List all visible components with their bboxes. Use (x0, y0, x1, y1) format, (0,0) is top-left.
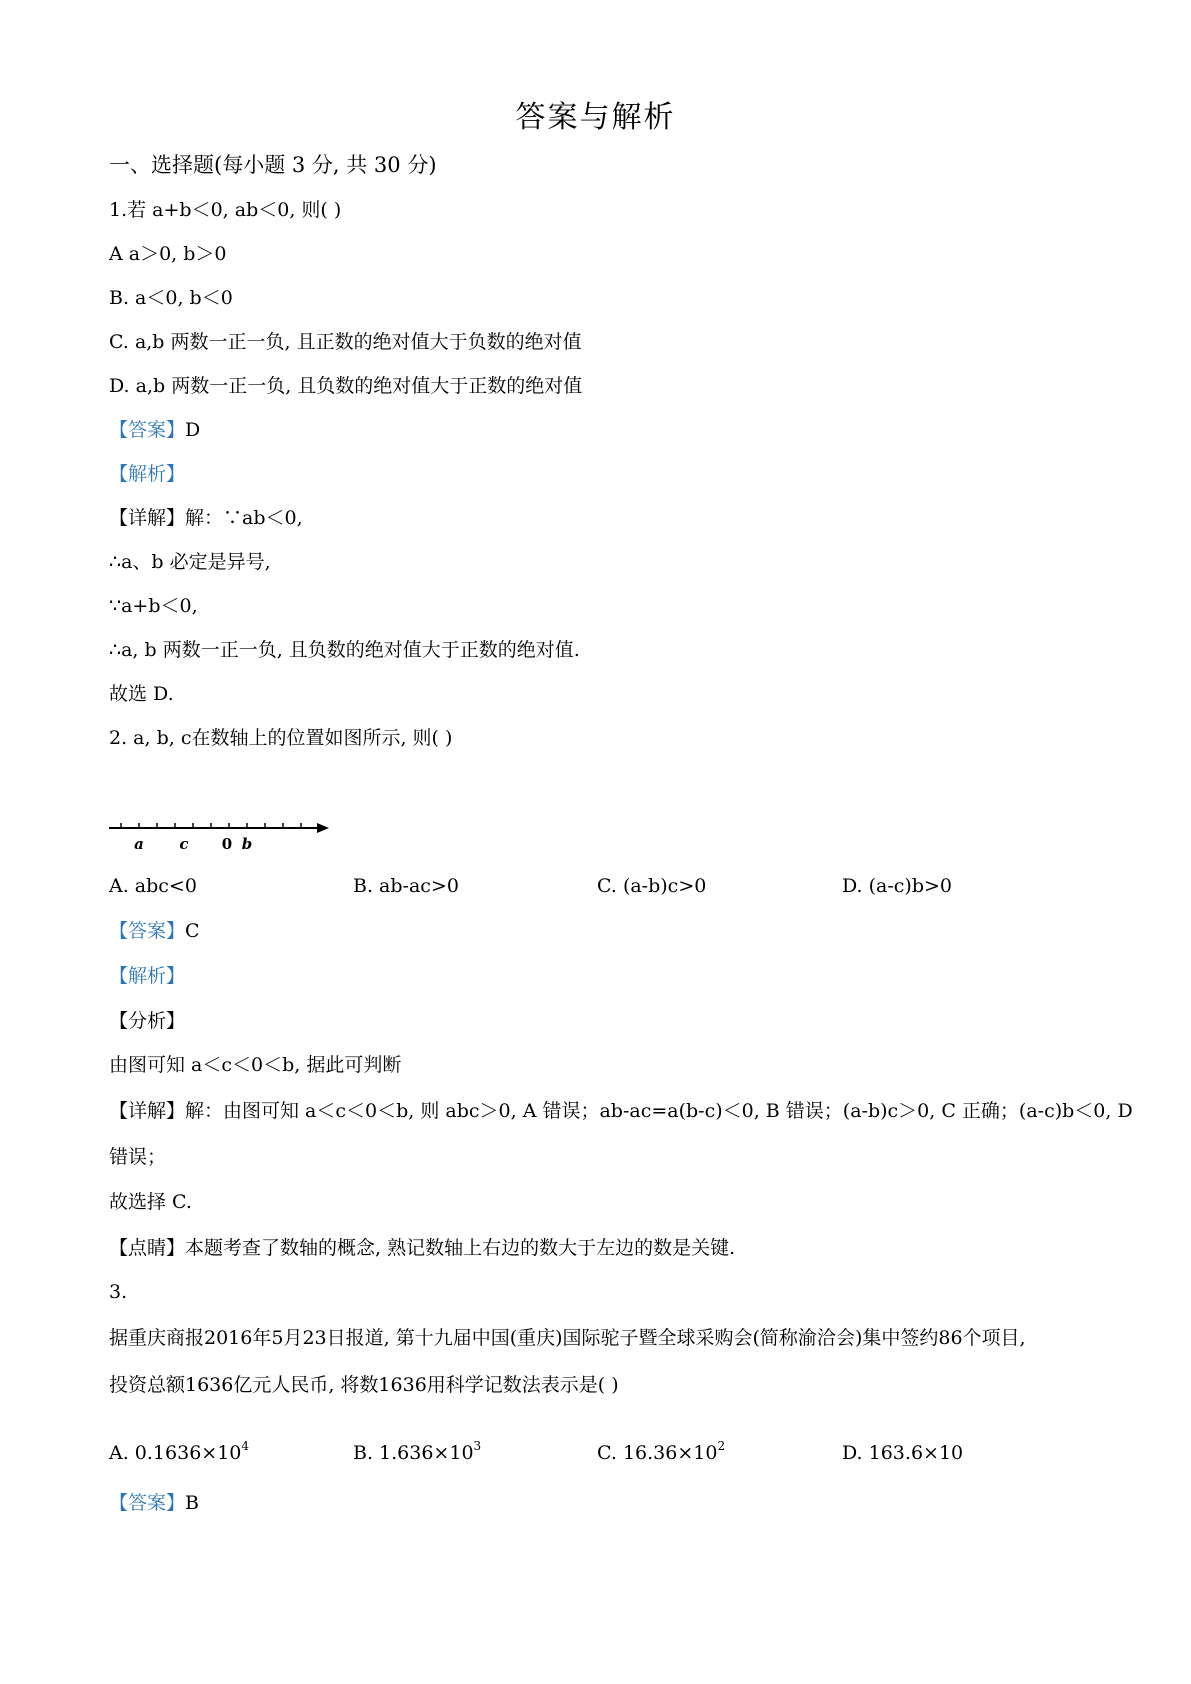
comment-text: 本题考查了数轴的概念, 熟记数轴上右边的数大于左边的数是关键. (185, 1237, 736, 1259)
answer-value: C (185, 920, 200, 942)
detail-text: 解：由图可知 a＜c＜0＜b, 则 abc＞0, A 错误；ab-ac=a(b-c)＜0, B 错误；(a-b)c＞0, C 正确；(a-c)b＜0, D (185, 1100, 1133, 1122)
q2-option-c: C. (a-b)c>0 (597, 875, 707, 897)
q3-answer (109, 1491, 199, 1515)
label-a: a (134, 835, 144, 853)
detail-text: 解：∵ab＜0, (185, 507, 303, 529)
label-zero: 0 (221, 835, 233, 853)
q1-detail-1 (109, 506, 303, 530)
answer-value: B (185, 1492, 199, 1514)
detail-label: 【详解】 (109, 507, 186, 529)
q2-fenxi-label: 【分析】 (109, 1010, 186, 1032)
q3-option-d: D. 163.6×10 (842, 1442, 964, 1464)
q1-option-c: C. a,b 两数一正一负, 且正数的绝对值大于负数的绝对值 (109, 331, 582, 353)
q1-detail-4: ∴a, b 两数一正一负, 且负数的绝对值大于正数的绝对值. (109, 639, 580, 661)
q3-stem-1: 据重庆商报2016年5月23日报道, 第十九届中国(重庆)国际驼子暨全球采购会(简称渝洽会)集中签约86个项目, (109, 1327, 1026, 1349)
q2-option-d: D. (a-c)b>0 (842, 875, 953, 897)
q1-detail-2: ∴a、b 必定是异号, (109, 551, 271, 573)
q1-option-a: A a＞0, b＞0 (109, 243, 227, 265)
q2-stem: 2. a, b, c在数轴上的位置如图所示, 则( ) (109, 727, 453, 749)
q2-answer (109, 919, 200, 943)
q2-option-a: A. abc<0 (109, 875, 197, 897)
answer-label: 【答案】 (109, 920, 186, 942)
q2-analysis-label: 【解析】 (109, 965, 186, 987)
q3-option-b: B. $1.636\times 10^3$ (353, 1439, 482, 1464)
q3-stem-2: 投资总额1636亿元人民币, 将数1636用科学记数法表示是( ) (109, 1374, 619, 1396)
answer-value: D (185, 419, 201, 441)
detail-label: 【详解】 (109, 1100, 186, 1122)
q1-answer (109, 418, 200, 442)
q2-option-b: B. ab-ac>0 (353, 875, 459, 897)
q1-detail-5: 故选 D. (109, 683, 174, 705)
label-c: c (179, 835, 189, 853)
q1-detail-3: ∵a+b＜0, (109, 595, 198, 617)
q1-option-b: B. a＜0, b＜0 (109, 287, 233, 309)
q2-detail-1 (109, 1099, 1133, 1123)
q2-detail-2: 错误； (109, 1146, 167, 1168)
q2-comment (109, 1236, 735, 1260)
label-b: b (241, 835, 253, 853)
q2-fenxi: 由图可知 a＜c＜0＜b, 据此可判断 (109, 1054, 402, 1076)
answer-label: 【答案】 (109, 419, 186, 441)
q1-option-d: D. a,b 两数一正一负, 且负数的绝对值大于正数的绝对值 (109, 375, 583, 397)
number-line-figure (109, 816, 349, 856)
q2-detail-3: 故选择 C. (109, 1191, 192, 1213)
q3-number: 3. (109, 1281, 128, 1303)
number-line-arrow (317, 823, 329, 833)
comment-label: 【点睛】 (109, 1237, 186, 1259)
q3-option-c: C. $16.36\times 10^2$ (597, 1439, 726, 1464)
answer-label: 【答案】 (109, 1492, 186, 1514)
q3-option-a: A. $0.1636\times 10^4$ (109, 1439, 250, 1464)
page-title: 答案与解析 (515, 100, 676, 135)
section-heading: 一、选择题(每小题 3 分, 共 30 分) (109, 153, 437, 177)
q1-stem: 1.若 a+b＜0, ab＜0, 则( ) (109, 199, 342, 221)
q1-analysis-label: 【解析】 (109, 463, 186, 485)
